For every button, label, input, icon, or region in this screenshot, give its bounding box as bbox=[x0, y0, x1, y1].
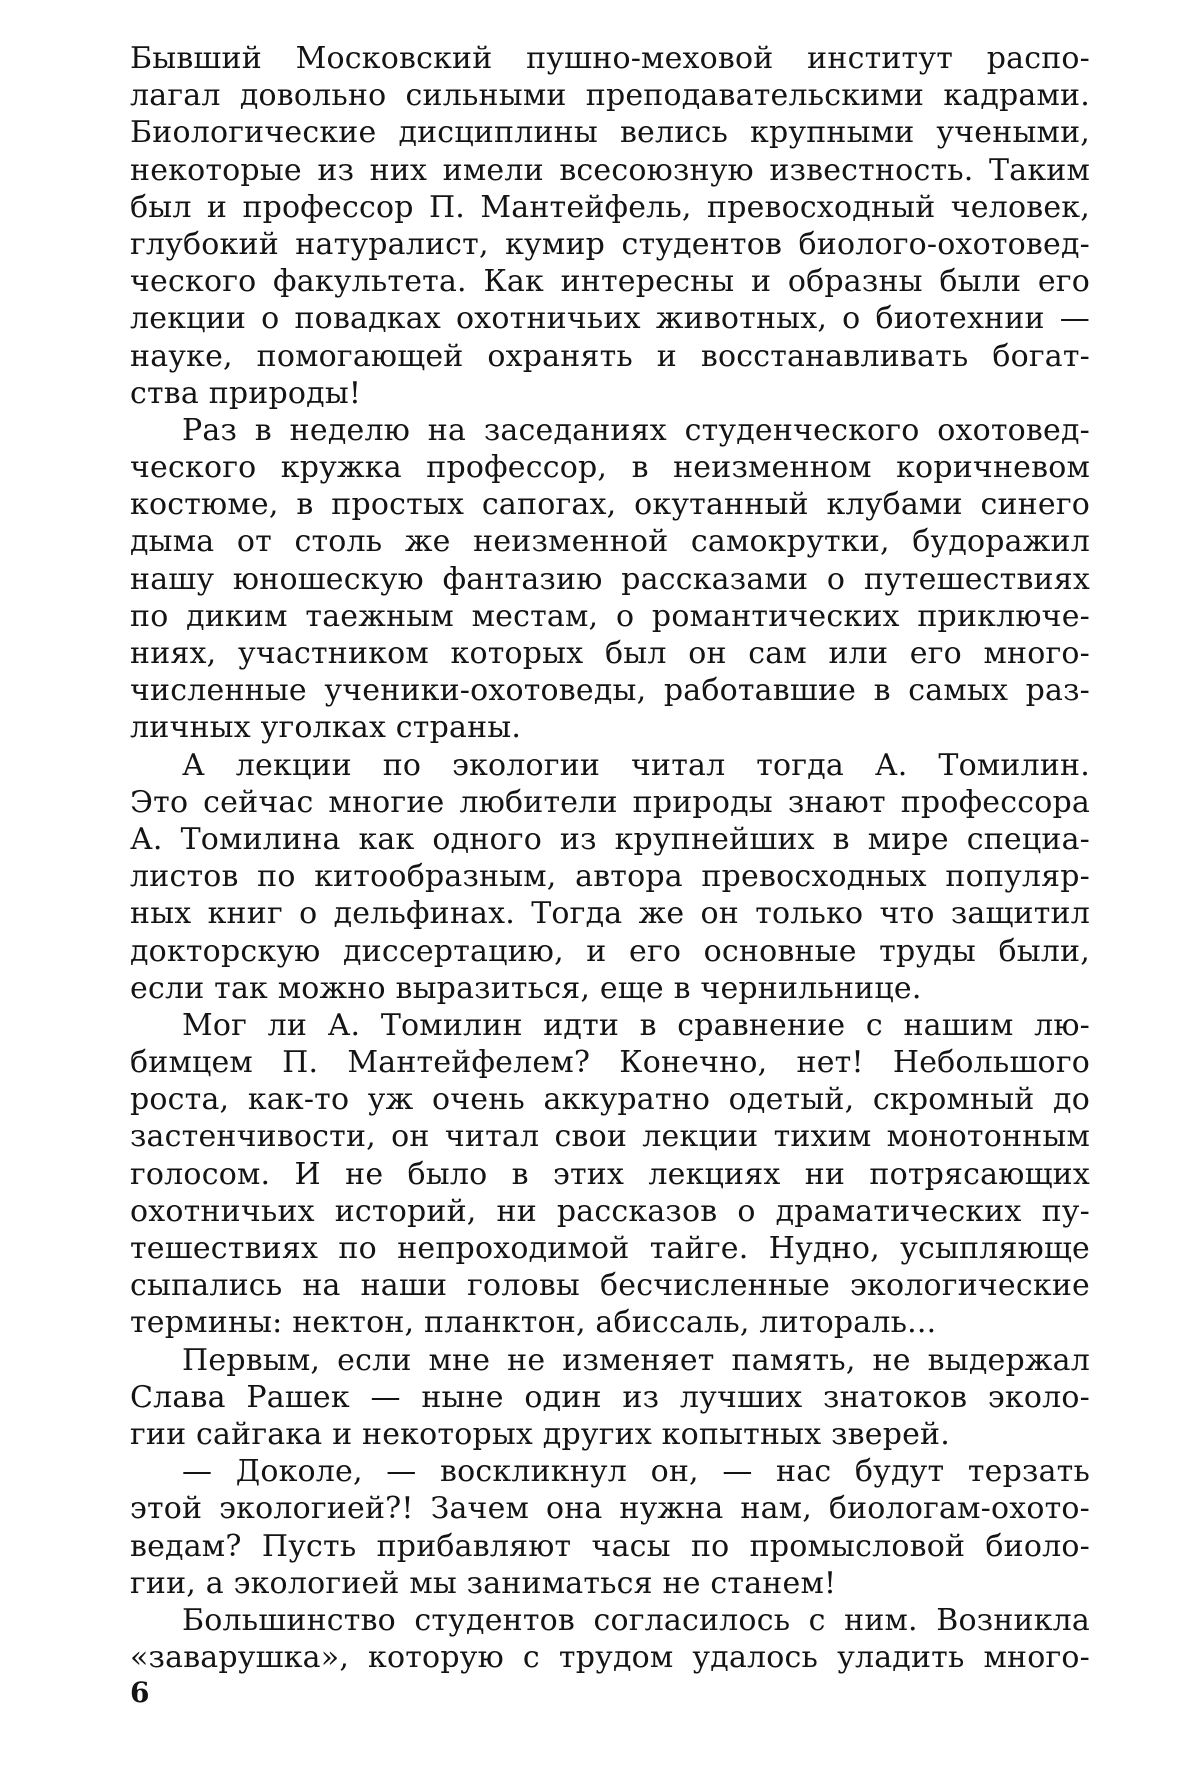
text-line: дыма от столь же неизменной самокрутки, будоражил bbox=[130, 524, 1090, 560]
text-line: докторскую диссертацию, и его основные труды были, bbox=[130, 933, 1090, 969]
text-line: Слава Рашек — ныне один из лучших знатоков эколо- bbox=[130, 1379, 1090, 1415]
text-line: численные ученики-охотоведы, работавшие в самых раз- bbox=[130, 673, 1090, 709]
text-line: лекции о повадках охотничьих животных, о биотехнии — bbox=[130, 301, 1090, 337]
text-line: этой экологией?! Зачем она нужна нам, биологам-охото- bbox=[130, 1491, 1090, 1527]
text-line: сыпались на наши головы бесчисленные экологические bbox=[130, 1268, 1090, 1304]
text-line: тешествиях по непроходимой тайге. Нудно, усыпляюще bbox=[130, 1231, 1090, 1266]
text-line: ниях, участником которых был он сам или его много- bbox=[130, 636, 1090, 671]
text-line: Большинство студентов согласилось с ним. Возникла bbox=[182, 1602, 1090, 1638]
text-line: Мог ли А. Томилин идти в сравнение с нашим лю- bbox=[182, 1007, 1090, 1043]
text-line: ческого факультета. Как интересны и образны были его bbox=[130, 264, 1090, 300]
text-line: охотничьих историй, ни рассказов о драматических пу- bbox=[130, 1193, 1090, 1229]
text-line: роста, как-то уж очень аккуратно одетый, скромный до bbox=[130, 1082, 1090, 1118]
text-line: А лекции по экологии читал тогда А. Томилин. bbox=[182, 747, 1090, 783]
text-line: Раз в неделю на заседаниях студенческого охотовед- bbox=[182, 412, 1090, 448]
text-line: термины: нектон, планктон, абиссаль, литораль... bbox=[130, 1305, 937, 1341]
text-line: Это сейчас многие любители природы знают профессора bbox=[130, 784, 1090, 820]
body-text bbox=[130, 40, 1090, 1676]
text-line: науке, помогающей охранять и восстанавливать богат- bbox=[130, 338, 1090, 374]
text-line: если так можно выразиться, еще в чернильнице. bbox=[130, 970, 922, 1006]
text-line: личных уголках страны. bbox=[130, 710, 522, 746]
text-line: — Доколе, — воскликнул он, — нас будут терзать bbox=[182, 1454, 1090, 1490]
text-line: А. Томилина как одного из крупнейших в мире специа- bbox=[130, 821, 1090, 857]
text-line: некоторые из них имели всесоюзную известность. Таким bbox=[130, 152, 1090, 188]
text-line: гии, а экологией мы заниматься не станем! bbox=[130, 1565, 837, 1601]
text-line: Биологические дисциплины велись крупными учеными, bbox=[130, 115, 1090, 151]
text-line: бимцем П. Мантейфелем? Конечно, нет! Небольшого bbox=[130, 1045, 1090, 1081]
text-line: лагал довольно сильными преподавательскими кадрами. bbox=[130, 78, 1090, 114]
text-line: голосом. И не было в этих лекциях ни потрясающих bbox=[130, 1156, 1090, 1192]
text-line: застенчивости, он читал свои лекции тихим монотонным bbox=[130, 1119, 1090, 1155]
text-line: ных книг о дельфинах. Тогда же он только что защитил bbox=[130, 896, 1090, 932]
text-line: «заварушка», которую с трудом удалось уладить много- bbox=[130, 1640, 1090, 1676]
text-line: костюме, в простых сапогах, окутанный клубами синего bbox=[130, 487, 1090, 523]
page-number: 6 bbox=[130, 1676, 150, 1709]
text-line: глубокий натуралист, кумир студентов биолого-охотовед- bbox=[130, 226, 1090, 262]
text-line: ства природы! bbox=[130, 375, 362, 411]
text-line: листов по китообразным, автора превосходных популяр- bbox=[130, 859, 1090, 895]
text-line: ведам? Пусть прибавляют часы по промысловой биоло- bbox=[130, 1528, 1090, 1564]
text-line: Первым, если мне не изменяет память, не выдержал bbox=[182, 1342, 1090, 1378]
text-line: ческого кружка профессор, в неизменном коричневом bbox=[130, 450, 1090, 486]
text-line: Бывший Московский пушно-меховой институт распо- bbox=[130, 41, 1090, 76]
text-line: по диким таежным местам, о романтических приключе- bbox=[130, 598, 1090, 634]
text-line: нашу юношескую фантазию рассказами о путешествиях bbox=[130, 561, 1090, 597]
text-line: гии сайгака и некоторых других копытных зверей. bbox=[130, 1416, 950, 1452]
text-line: был и профессор П. Мантейфель, превосходный человек, bbox=[130, 189, 1090, 225]
